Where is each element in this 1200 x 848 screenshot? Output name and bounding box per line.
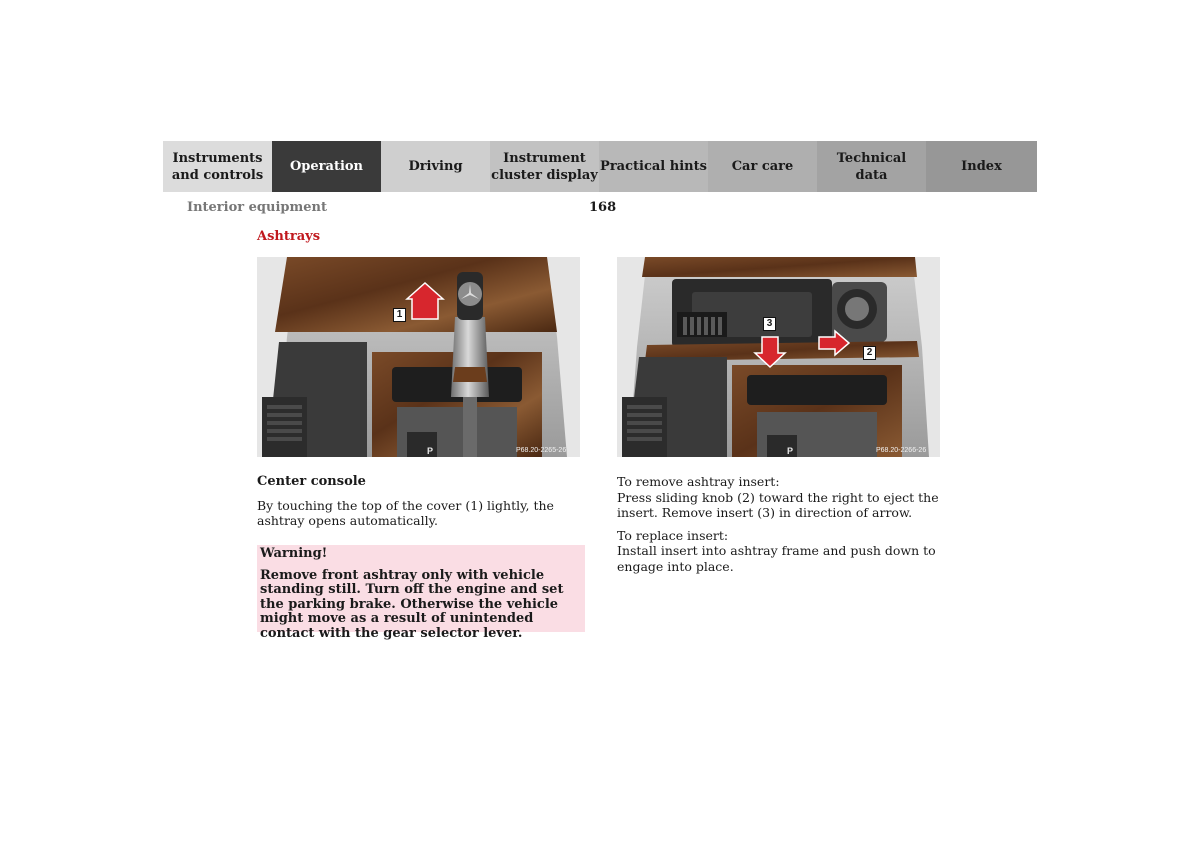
tab-label: Technical (836, 150, 907, 166)
tab-instruments-and-controls[interactable] (163, 141, 272, 192)
tab-driving[interactable] (381, 141, 490, 192)
remove-intro: To remove ashtray insert: (617, 474, 780, 489)
tab-label: cluster display (491, 167, 598, 183)
chapter-nav (163, 141, 1037, 192)
tab-instrument-cluster-display[interactable] (490, 141, 599, 192)
left-column (257, 474, 587, 536)
tab-label: and controls (171, 167, 264, 183)
figure-code: P68.20-2265-26 (516, 447, 567, 454)
warning-text: Remove front ashtray only with vehicle standing still. Turn off the engine and set the parking brake. Otherwise the vehicle might move as a result of unintended contact with the gear selector lever. (260, 567, 564, 641)
gear-label: P (787, 446, 794, 456)
callout-2: 2 (863, 346, 876, 360)
tab-label: Instruments (172, 150, 263, 166)
gear-label: P (427, 446, 434, 456)
tab-practical-hints[interactable] (599, 141, 708, 192)
callout-3: 3 (763, 317, 776, 331)
remove-instructions: Press sliding knob (2) toward the right to eject the insert. Remove insert (3) in direction of arrow. (617, 489, 939, 520)
tab-label: Practical hints (600, 159, 707, 174)
ashtray-insert-photo (617, 257, 940, 457)
page-number: 168 (589, 200, 617, 215)
tab-label: Operation (289, 159, 364, 174)
warning-box (257, 545, 585, 641)
center-console-photo (257, 257, 580, 457)
tab-index[interactable] (926, 141, 1037, 192)
tab-label: Instrument (503, 150, 586, 166)
callout-1: 1 (393, 308, 406, 322)
tab-label: Car care (731, 159, 794, 174)
tab-label: Driving (408, 159, 463, 174)
section-title: Interior equipment (187, 200, 327, 215)
replace-intro: To replace insert: (617, 527, 729, 543)
figure-code: P68.20-2266-26 (876, 447, 927, 454)
tab-operation[interactable] (272, 141, 381, 192)
subheading-center-console: Center console (257, 474, 366, 489)
paragraph-opening: By touching the top of the cover (1) lightly, the ashtray opens automatically. (257, 497, 554, 528)
tab-label: Index (961, 159, 1002, 174)
replace-instructions: Install insert into ashtray frame and push down to engage into place. (617, 543, 936, 574)
tab-technical-data[interactable] (817, 141, 926, 192)
tab-label: data (855, 167, 888, 183)
page-heading: Ashtrays (257, 229, 321, 244)
right-column (617, 474, 947, 581)
warning-title: Warning! (260, 546, 328, 561)
tab-car-care[interactable] (708, 141, 817, 192)
